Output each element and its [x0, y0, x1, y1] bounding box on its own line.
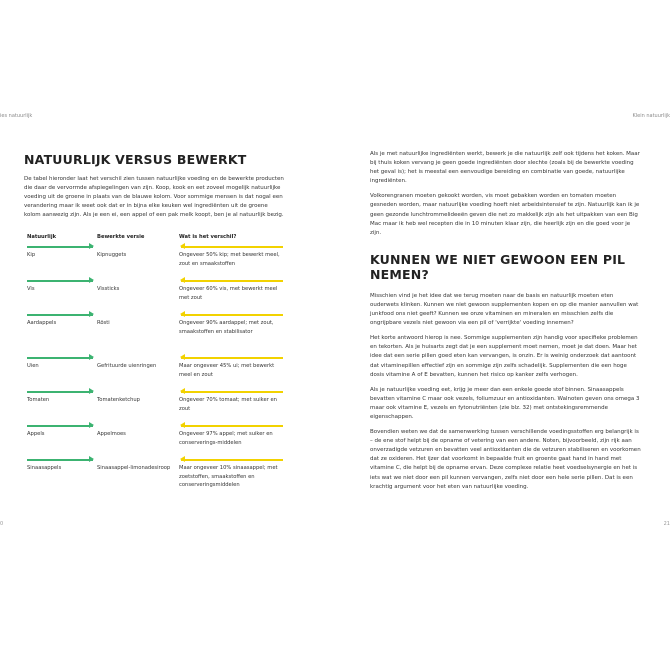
cell-difference: Maar ongeveer 45% ui; met bewerkt meel en zout: [179, 363, 275, 378]
table-row: [24, 246, 286, 280]
cell-natural: Sinaasappels: [27, 465, 62, 472]
table-row: [24, 357, 286, 391]
left-page-title: NATUURLIJK VERSUS BEWERKT: [24, 152, 247, 167]
right-page: [370, 150, 642, 498]
body-paragraph: Bovendien weten we dat de samenwerking tussen verschillende voedingsstoffen erg belangrijk is – de ene stof helpt bij de opname of vetering van een andere. Noten, bijvoorbeeld, zijn rijk aan onverzadigde vetzuren en bevatten veel antioxidanten die de vetzuren stabiliseren en voorkomen dat ze oxideren. Het ijzer dat voorkomt in bepaalde fruit en groente gaat hand in hand met vitamine C, die helpt bij de opname ervan. Deze complexe relatie heet voedselsynergie en het is iets wat we niet door een pil kunnen vervangen, zelfs niet door een hele serie pillen. Dat is een krachtig argument voor het eten van natuurlijke voeding.: [370, 429, 641, 490]
left-page: [24, 150, 286, 499]
table-header: [24, 234, 286, 246]
cell-difference: Ongeveer 60% vis, met bewerkt meel met zout: [179, 286, 278, 301]
header-difference: Wat is het verschil?: [179, 234, 237, 241]
cell-natural: Kip: [27, 252, 36, 259]
green-arrow-icon: [27, 391, 93, 392]
comparison-table: [24, 234, 286, 499]
green-arrow-icon: [27, 280, 93, 281]
cell-processed: Rösti: [97, 320, 110, 327]
table-row: [24, 314, 286, 357]
cell-difference: Ongeveer 90% aardappel; met zout, smaakstoffen en stabilisator: [179, 320, 274, 335]
table-row: [24, 280, 286, 314]
left-page-intro: De tabel hieronder laat het verschil zien tussen natuurlijke voeding en de bewerkte producten die daar de vervormde afspiegelingen van zijn. Koop, kook en eet zoveel mogelijk natuurlijke voeding uit de groene in plaats van de blauwe kolom. Voor sommige mensen is dat nogal een verandering maar ik weet ook dat er in bijna elke keuken wel ingrediënten uit de groene kolom aanwezig zijn. Als je een ei, een appel of een pak melk koopt, ben je al natuurlijk bezig.: [24, 176, 284, 219]
green-arrow-icon: [27, 459, 93, 460]
header-natural: Natuurlijk: [27, 234, 57, 241]
table-row: [24, 391, 286, 425]
table-row: [24, 459, 286, 499]
cell-difference: Ongeveer 50% kip; met bewerkt meel, zout en smaakstoffen: [179, 252, 280, 267]
body-paragraph: Misschien vind je het idee dat we terug moeten naar de basis en natuurlijk moeten eten ouderwets klinken. Kunnen we niet gewoon supplementen kopen en op die manier aanvullen wat junkfood ons niet geeft? Kunnen we onze vitaminen en mineralen en misschien zelfs die ongrijpbare vezels niet gewoon via een pil of 'verrijkte' voeding innemen?: [370, 292, 639, 327]
cell-processed: Sinaasappel-limonadesiroop: [97, 465, 171, 472]
yellow-arrow-icon: [181, 391, 283, 392]
yellow-arrow-icon: [181, 425, 283, 426]
yellow-arrow-icon: [181, 280, 283, 281]
cell-processed: Appelmoes: [97, 431, 126, 438]
right-intro-paragraph: Volkorengranen moeten gekookt worden, vis moet gebakken worden en tomaten moeten gesneden worden, maar natuurlijke voeding hoeft niet arbeidsintensief te zijn. Natuurlijk kan ik je geen gezonde lunchtrommelideeën geven die net zo makkelijk zijn als het uitpakken van een Big Mac maar ik heb wel recepten die in 10 minuten klaar zijn, die heerlijk zijn en die goed voor je zijn.: [370, 193, 640, 236]
cell-processed: Tomatenketchup: [97, 397, 140, 404]
body-paragraph: Het korte antwoord hierop is nee. Sommige supplementen zijn handig voor specifieke problemen en tekorten. Als je huisarts zegt dat je een supplement moet nemen, moet je dat doen. Maar het idee dat een serie pillen goed eten kan vervangen, is onzin. Er is weinig onderzoek dat aantoont dat vitaminepillen effectief zijn en sommige zijn zelfs schadelijk. Supplementen die een hoge dosis vitamine A of E bevatten, kunnen het risico op kanker zelfs verhogen.: [370, 335, 638, 378]
cell-difference: Ongeveer 70% tomaat; met suiker en zout: [179, 397, 277, 412]
cell-natural: Vis: [27, 286, 35, 293]
green-arrow-icon: [27, 425, 93, 426]
yellow-arrow-icon: [181, 314, 283, 315]
page-number-left: 0: [0, 521, 4, 527]
cell-processed: Kipnuggets: [97, 252, 127, 259]
green-arrow-icon: [27, 246, 93, 247]
page-number-right: 21: [663, 521, 670, 527]
body-paragraph: Als je natuurlijke voeding eet, krijg je meer dan een enkele goede stof binnen. Sinaasappels bevatten vitamine C maar ook vezels, foliumzuur en antioxidanten. Walnoten geven ons omega 3 maar ook vitamine E, vezels en fytonutriënten (zie blz. 32) met ontstekingsremmende eigenschappen.: [370, 386, 640, 420]
cell-processed: Vissticks: [97, 286, 120, 293]
yellow-arrow-icon: [181, 357, 283, 358]
yellow-arrow-icon: [181, 459, 283, 460]
running-header-left: ies natuurlijk: [0, 113, 33, 119]
right-page-title: KUNNEN WE NIET GEWOON EEN PIL NEMEN?: [370, 251, 626, 282]
yellow-arrow-icon: [181, 246, 283, 247]
cell-natural: Aardappels: [27, 320, 57, 327]
table-row: [24, 425, 286, 459]
cell-natural: Tomaten: [27, 397, 50, 404]
cell-processed: Gefrituurde uienringen: [97, 363, 157, 370]
green-arrow-icon: [27, 357, 93, 358]
cell-natural: Appels: [27, 431, 45, 438]
green-arrow-icon: [27, 314, 93, 315]
cell-natural: Uien: [27, 363, 39, 370]
header-processed: Bewerkte versie: [97, 234, 145, 241]
right-intro-paragraph: Als je met natuurlijke ingrediënten werkt, bewerk je die natuurlijk zelf ook tijdens het koken. Maar bij thuis koken vervang je geen goede ingrediënten door slechte (zoals bij de bewerkte voeding het geval is); het is meestal een eenvoudige bereiding en combinatie van goede, natuurlijke ingrediënten.: [370, 151, 640, 185]
cell-difference: Ongeveer 97% appel; met suiker en conserverings-middelen: [179, 431, 273, 446]
cell-difference: Maar ongeveer 10% sinaasappel; met zoetstoffen, smaakstoffen en conserveringsmiddelen: [179, 465, 278, 489]
running-header-right: Klein natuurlijk: [632, 113, 670, 119]
